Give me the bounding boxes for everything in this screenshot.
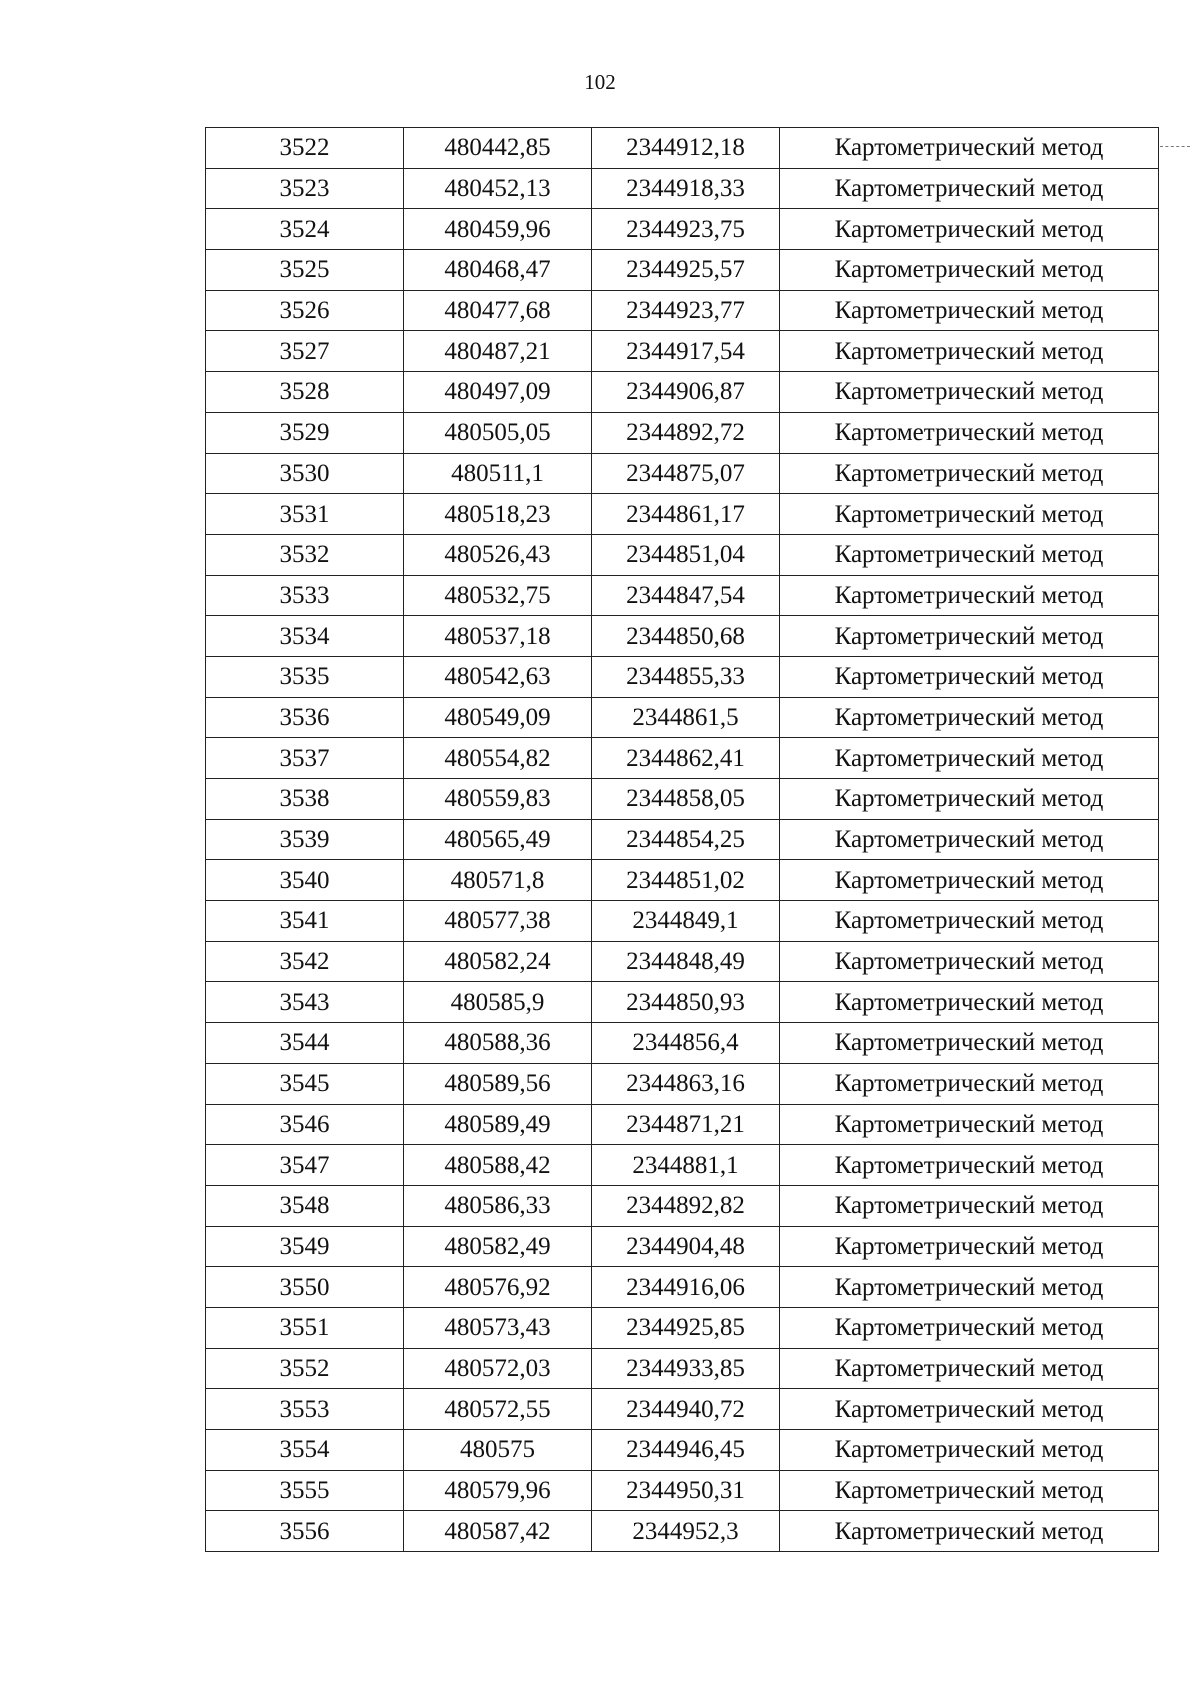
table-row: [206, 819, 1159, 860]
point-number-cell: 3553: [206, 1389, 404, 1430]
x-coordinate-cell: 480526,43: [404, 534, 592, 575]
point-number-cell: 3547: [206, 1145, 404, 1186]
scan-mark: [1160, 146, 1190, 147]
method-cell: Картометрический метод: [780, 819, 1159, 860]
x-coordinate-cell: 480459,96: [404, 209, 592, 250]
point-number-cell: 3524: [206, 209, 404, 250]
point-number-cell: 3522: [206, 128, 404, 169]
method-cell: Картометрический метод: [780, 1104, 1159, 1145]
x-coordinate-cell: 480554,82: [404, 738, 592, 779]
x-coordinate-cell: 480442,85: [404, 128, 592, 169]
y-coordinate-cell: 2344854,25: [592, 819, 780, 860]
table-row: [206, 860, 1159, 901]
x-coordinate-cell: 480582,49: [404, 1226, 592, 1267]
x-coordinate-cell: 480518,23: [404, 494, 592, 535]
y-coordinate-cell: 2344861,17: [592, 494, 780, 535]
table-row: [206, 534, 1159, 575]
x-coordinate-cell: 480573,43: [404, 1307, 592, 1348]
point-number-cell: 3527: [206, 331, 404, 372]
point-number-cell: 3548: [206, 1185, 404, 1226]
y-coordinate-cell: 2344847,54: [592, 575, 780, 616]
point-number-cell: 3526: [206, 290, 404, 331]
x-coordinate-cell: 480572,03: [404, 1348, 592, 1389]
y-coordinate-cell: 2344871,21: [592, 1104, 780, 1145]
y-coordinate-cell: 2344863,16: [592, 1063, 780, 1104]
x-coordinate-cell: 480585,9: [404, 982, 592, 1023]
point-number-cell: 3523: [206, 168, 404, 209]
y-coordinate-cell: 2344925,57: [592, 250, 780, 291]
x-coordinate-cell: 480505,05: [404, 412, 592, 453]
x-coordinate-cell: 480577,38: [404, 901, 592, 942]
method-cell: Картометрический метод: [780, 1430, 1159, 1471]
table-row: [206, 1226, 1159, 1267]
x-coordinate-cell: 480559,83: [404, 779, 592, 820]
x-coordinate-cell: 480588,36: [404, 1023, 592, 1064]
method-cell: Картометрический метод: [780, 860, 1159, 901]
x-coordinate-cell: 480579,96: [404, 1470, 592, 1511]
x-coordinate-cell: 480549,09: [404, 697, 592, 738]
x-coordinate-cell: 480571,8: [404, 860, 592, 901]
point-number-cell: 3554: [206, 1430, 404, 1471]
table-row: [206, 779, 1159, 820]
method-cell: Картометрический метод: [780, 575, 1159, 616]
point-number-cell: 3550: [206, 1267, 404, 1308]
y-coordinate-cell: 2344923,75: [592, 209, 780, 250]
method-cell: Картометрический метод: [780, 372, 1159, 413]
table-row: [206, 982, 1159, 1023]
table-row: [206, 1470, 1159, 1511]
y-coordinate-cell: 2344923,77: [592, 290, 780, 331]
y-coordinate-cell: 2344940,72: [592, 1389, 780, 1430]
point-number-cell: 3541: [206, 901, 404, 942]
method-cell: Картометрический метод: [780, 1145, 1159, 1186]
method-cell: Картометрический метод: [780, 779, 1159, 820]
method-cell: Картометрический метод: [780, 331, 1159, 372]
point-number-cell: 3533: [206, 575, 404, 616]
point-number-cell: 3545: [206, 1063, 404, 1104]
table-row: [206, 494, 1159, 535]
x-coordinate-cell: 480572,55: [404, 1389, 592, 1430]
y-coordinate-cell: 2344918,33: [592, 168, 780, 209]
point-number-cell: 3529: [206, 412, 404, 453]
method-cell: Картометрический метод: [780, 982, 1159, 1023]
method-cell: Картометрический метод: [780, 1307, 1159, 1348]
table-row: [206, 453, 1159, 494]
table-row: [206, 128, 1159, 169]
table-row: [206, 941, 1159, 982]
point-number-cell: 3525: [206, 250, 404, 291]
method-cell: Картометрический метод: [780, 534, 1159, 575]
coordinates-table: [205, 127, 1159, 1552]
table-row: [206, 616, 1159, 657]
x-coordinate-cell: 480497,09: [404, 372, 592, 413]
point-number-cell: 3534: [206, 616, 404, 657]
table-row: [206, 372, 1159, 413]
method-cell: Картометрический метод: [780, 1348, 1159, 1389]
x-coordinate-cell: 480589,56: [404, 1063, 592, 1104]
table-row: [206, 1389, 1159, 1430]
table-row: [206, 1063, 1159, 1104]
y-coordinate-cell: 2344851,04: [592, 534, 780, 575]
method-cell: Картометрический метод: [780, 697, 1159, 738]
table-row: [206, 209, 1159, 250]
table-row: [206, 331, 1159, 372]
method-cell: Картометрический метод: [780, 209, 1159, 250]
method-cell: Картометрический метод: [780, 1470, 1159, 1511]
y-coordinate-cell: 2344861,5: [592, 697, 780, 738]
point-number-cell: 3528: [206, 372, 404, 413]
y-coordinate-cell: 2344881,1: [592, 1145, 780, 1186]
y-coordinate-cell: 2344906,87: [592, 372, 780, 413]
method-cell: Картометрический метод: [780, 1185, 1159, 1226]
point-number-cell: 3544: [206, 1023, 404, 1064]
method-cell: Картометрический метод: [780, 494, 1159, 535]
y-coordinate-cell: 2344916,06: [592, 1267, 780, 1308]
method-cell: Картометрический метод: [780, 738, 1159, 779]
point-number-cell: 3546: [206, 1104, 404, 1145]
point-number-cell: 3555: [206, 1470, 404, 1511]
method-cell: Картометрический метод: [780, 1063, 1159, 1104]
point-number-cell: 3540: [206, 860, 404, 901]
y-coordinate-cell: 2344946,45: [592, 1430, 780, 1471]
y-coordinate-cell: 2344933,85: [592, 1348, 780, 1389]
method-cell: Картометрический метод: [780, 168, 1159, 209]
table-row: [206, 412, 1159, 453]
point-number-cell: 3531: [206, 494, 404, 535]
point-number-cell: 3556: [206, 1511, 404, 1552]
method-cell: Картометрический метод: [780, 1226, 1159, 1267]
y-coordinate-cell: 2344849,1: [592, 901, 780, 942]
table-row: [206, 168, 1159, 209]
y-coordinate-cell: 2344904,48: [592, 1226, 780, 1267]
point-number-cell: 3530: [206, 453, 404, 494]
table-row: [206, 250, 1159, 291]
x-coordinate-cell: 480487,21: [404, 331, 592, 372]
y-coordinate-cell: 2344875,07: [592, 453, 780, 494]
y-coordinate-cell: 2344858,05: [592, 779, 780, 820]
point-number-cell: 3552: [206, 1348, 404, 1389]
method-cell: Картометрический метод: [780, 128, 1159, 169]
y-coordinate-cell: 2344925,85: [592, 1307, 780, 1348]
method-cell: Картометрический метод: [780, 453, 1159, 494]
x-coordinate-cell: 480587,42: [404, 1511, 592, 1552]
y-coordinate-cell: 2344850,68: [592, 616, 780, 657]
x-coordinate-cell: 480589,49: [404, 1104, 592, 1145]
x-coordinate-cell: 480575: [404, 1430, 592, 1471]
y-coordinate-cell: 2344892,82: [592, 1185, 780, 1226]
point-number-cell: 3539: [206, 819, 404, 860]
table-row: [206, 1511, 1159, 1552]
y-coordinate-cell: 2344851,02: [592, 860, 780, 901]
y-coordinate-cell: 2344912,18: [592, 128, 780, 169]
y-coordinate-cell: 2344850,93: [592, 982, 780, 1023]
method-cell: Картометрический метод: [780, 616, 1159, 657]
method-cell: Картометрический метод: [780, 412, 1159, 453]
point-number-cell: 3537: [206, 738, 404, 779]
method-cell: Картометрический метод: [780, 290, 1159, 331]
method-cell: Картометрический метод: [780, 901, 1159, 942]
y-coordinate-cell: 2344892,72: [592, 412, 780, 453]
x-coordinate-cell: 480468,47: [404, 250, 592, 291]
table-row: [206, 1104, 1159, 1145]
point-number-cell: 3551: [206, 1307, 404, 1348]
x-coordinate-cell: 480542,63: [404, 656, 592, 697]
x-coordinate-cell: 480452,13: [404, 168, 592, 209]
x-coordinate-cell: 480576,92: [404, 1267, 592, 1308]
coordinates-table-body: [206, 128, 1159, 1552]
point-number-cell: 3532: [206, 534, 404, 575]
table-row: [206, 901, 1159, 942]
table-row: [206, 1185, 1159, 1226]
x-coordinate-cell: 480582,24: [404, 941, 592, 982]
table-row: [206, 1348, 1159, 1389]
table-row: [206, 697, 1159, 738]
method-cell: Картометрический метод: [780, 656, 1159, 697]
table-row: [206, 1430, 1159, 1471]
y-coordinate-cell: 2344917,54: [592, 331, 780, 372]
x-coordinate-cell: 480588,42: [404, 1145, 592, 1186]
x-coordinate-cell: 480511,1: [404, 453, 592, 494]
table-row: [206, 1145, 1159, 1186]
page-number: 102: [584, 70, 616, 94]
y-coordinate-cell: 2344856,4: [592, 1023, 780, 1064]
method-cell: Картометрический метод: [780, 1267, 1159, 1308]
x-coordinate-cell: 480586,33: [404, 1185, 592, 1226]
table-row: [206, 738, 1159, 779]
method-cell: Картометрический метод: [780, 250, 1159, 291]
method-cell: Картометрический метод: [780, 1511, 1159, 1552]
point-number-cell: 3549: [206, 1226, 404, 1267]
table-row: [206, 1023, 1159, 1064]
table-row: [206, 656, 1159, 697]
x-coordinate-cell: 480537,18: [404, 616, 592, 657]
x-coordinate-cell: 480565,49: [404, 819, 592, 860]
table-row: [206, 1267, 1159, 1308]
table-row: [206, 575, 1159, 616]
point-number-cell: 3542: [206, 941, 404, 982]
table-row: [206, 290, 1159, 331]
method-cell: Картометрический метод: [780, 941, 1159, 982]
point-number-cell: 3536: [206, 697, 404, 738]
y-coordinate-cell: 2344952,3: [592, 1511, 780, 1552]
y-coordinate-cell: 2344855,33: [592, 656, 780, 697]
point-number-cell: 3535: [206, 656, 404, 697]
point-number-cell: 3538: [206, 779, 404, 820]
x-coordinate-cell: 480477,68: [404, 290, 592, 331]
x-coordinate-cell: 480532,75: [404, 575, 592, 616]
table-row: [206, 1307, 1159, 1348]
method-cell: Картометрический метод: [780, 1023, 1159, 1064]
y-coordinate-cell: 2344950,31: [592, 1470, 780, 1511]
method-cell: Картометрический метод: [780, 1389, 1159, 1430]
point-number-cell: 3543: [206, 982, 404, 1023]
y-coordinate-cell: 2344862,41: [592, 738, 780, 779]
y-coordinate-cell: 2344848,49: [592, 941, 780, 982]
